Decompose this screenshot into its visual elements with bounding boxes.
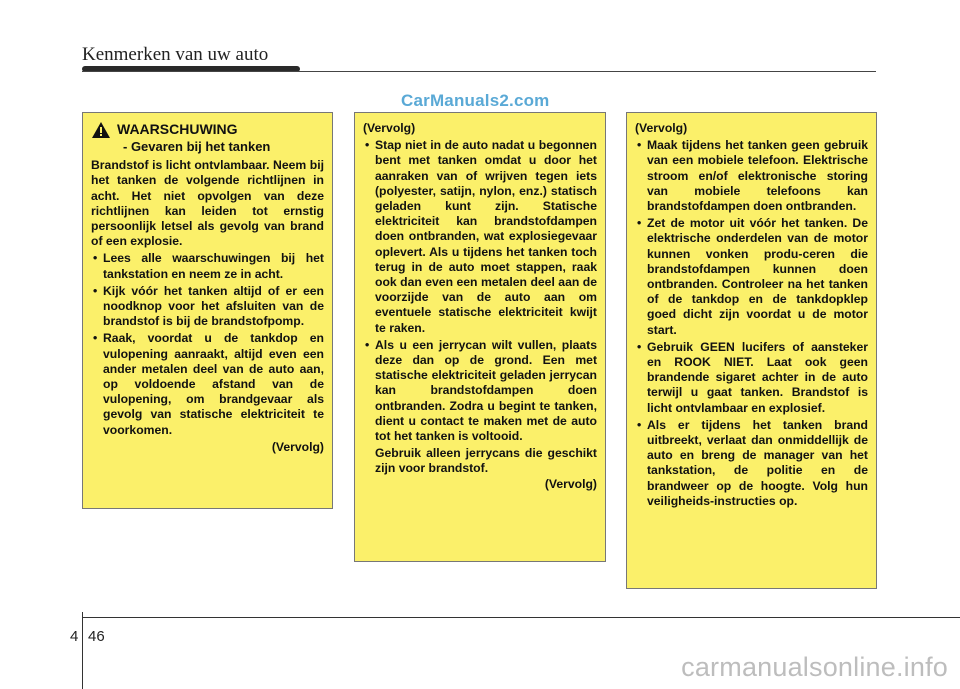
warning-triangle-icon xyxy=(91,121,111,139)
middle-box xyxy=(354,112,606,562)
jerrycan-note: Gebruik alleen jerrycans die geschikt zijn voor brandstof. xyxy=(375,446,597,476)
list-item: • Maak tijdens het tanken geen gebruik van een mobiele telefoon. Elektrische stroom en/of elektronische storing van mobiele telefoons kan brandstofdampen doen ontbranden. xyxy=(637,138,868,214)
warning-heading: WAARSCHUWING xyxy=(117,121,238,138)
footer-vertical-rule xyxy=(82,612,83,689)
list-item: • Raak, voordat u de tankdop en vulopening aanraakt, altijd even een ander metalen deel van de auto aan, op voldoende afstand van de vulopening, om brandgevaar als gevolg van statische elektriciteit te voorkomen. xyxy=(93,331,324,437)
list-item: • Als er tijdens het tanken brand uitbreekt, verlaat dan onmiddellijk de auto en breng de manager van het tankstation, de politie en de brandweer op de hoogte. Volg hun veiligheids-instructies op. xyxy=(637,417,868,508)
right-list xyxy=(635,138,868,509)
middle-list xyxy=(363,138,597,444)
list-item: • Stap niet in de auto nadat u begonnen bent met tanken omdat u door het aanraken van of wrijven tegen iets (polyester, satijn, nylon, enz.) statisch geladen kunt zijn. Statische elektriciteit kan brandstofdampen doen ontbranden, wat explosiegevaar oplevert. Als u tijdens het tanken toch terug in de auto moet stappen, raak ook dan even een metalen deel aan de voorzijde van de auto aan om eventuele statische elektriciteit kwijt te raken. xyxy=(365,138,597,335)
watermark-top: CarManuals2.com xyxy=(401,91,550,110)
warning-subheading: - Gevaren bij het tanken xyxy=(123,139,271,154)
continuation-label: (Vervolg) xyxy=(363,121,416,135)
watermark-bottom: carmanualsonline.info xyxy=(681,652,948,682)
list-item: • Lees alle waarschuwingen bij het tankstation en neem ze in acht. xyxy=(93,251,324,281)
continued-label: (Vervolg) xyxy=(544,476,597,491)
list-item: • Gebruik GEEN lucifers of aansteker en ROOK NIET. Laat ook geen brandende sigaret achter in de auto terwijl u gaat tanken. Brandstof is licht ontvlambaar en explosief. xyxy=(637,339,868,415)
warning-list xyxy=(91,251,324,437)
list-item: • Als u een jerrycan wilt vullen, plaats deze dan op de grond. Een met statische elektriciteit geladen jerrycan kan brandstofdampen doen ontbranden. Zodra u begint te tanken, dient u contact te maken met de auto tot het tanken is voltooid. xyxy=(365,337,597,444)
continuation-label: (Vervolg) xyxy=(635,121,688,135)
warning-intro: Brandstof is licht ontvlambaar. Neem bij het tanken de volgende richtlijnen in acht. Het niet opvolgen van deze richtlijnen kan leiden tot ernstig persoonlijk letsel als gevolg van brand of een explosie. xyxy=(91,158,324,249)
warning-heading-row xyxy=(91,121,324,139)
right-box xyxy=(626,112,877,589)
page-header-title: Kenmerken van uw auto xyxy=(82,44,269,65)
list-item: • Kijk vóór het tanken altijd of er een noodknop voor het afsluiten van de brandstof is bij de brandstofpomp. xyxy=(93,283,324,329)
continued-label: (Vervolg) xyxy=(271,439,324,454)
footer-horizontal-rule xyxy=(82,617,960,618)
page-number: 46 xyxy=(88,628,105,645)
warning-box xyxy=(82,112,333,509)
chapter-number: 4 xyxy=(70,628,79,645)
list-item: • Zet de motor uit vóór het tanken. De elektrische onderdelen van de motor kunnen vonken produ-ceren die brandstofdampen kunnen doen ontbranden. Controleer na het tanken of de tankdop en de tankdopklep goed dicht zijn voordat u de motor start. xyxy=(637,216,868,337)
header-divider xyxy=(82,71,876,72)
